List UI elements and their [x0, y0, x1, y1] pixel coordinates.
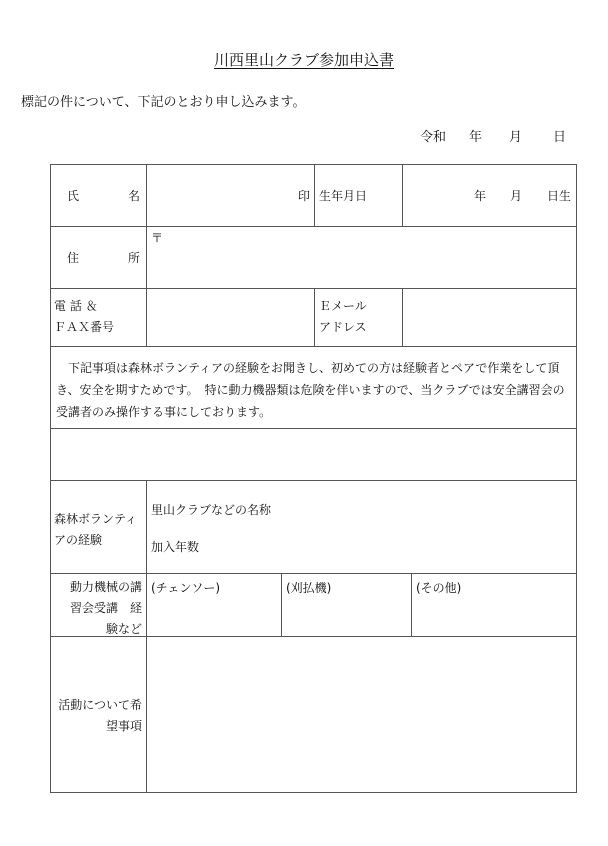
wishes-field[interactable]: [150, 642, 570, 786]
blank-row: [54, 434, 572, 474]
row-divider: [50, 346, 577, 347]
table-border-right: [576, 164, 577, 792]
power-label-line2: 習会受講 経: [69, 601, 142, 615]
col-divider: [402, 288, 403, 346]
seal-mark: 印: [298, 189, 311, 203]
col-divider: [411, 573, 412, 636]
wish-label-line2: 望事項: [105, 719, 142, 733]
email-label-line1: Ｅメール: [319, 299, 367, 313]
join-years-field[interactable]: [220, 537, 570, 557]
other-label: (その他): [416, 581, 462, 595]
brushcutter-label: (刈払機): [286, 581, 332, 595]
birthdate-field[interactable]: [406, 186, 466, 206]
birth-label: 生年月日: [319, 189, 368, 203]
chainsaw-label: (チェンソー): [151, 581, 221, 595]
name-field[interactable]: [150, 186, 310, 206]
date-year: 年: [469, 130, 483, 145]
page-title: 川西里山クラブ参加申込書: [213, 51, 394, 69]
birth-month: 月: [510, 189, 523, 203]
row-divider: [50, 226, 577, 227]
wish-label-line1: 活動について希: [58, 698, 142, 712]
col-divider: [314, 288, 315, 346]
row-divider: [50, 480, 577, 481]
row-divider: [50, 573, 577, 574]
intro-text: 標記の件について、下記のとおり申し込みます。: [21, 95, 306, 110]
col-divider: [146, 480, 147, 792]
date-month: 月: [509, 130, 523, 145]
phone-label-line1: 電 話 ＆: [54, 299, 98, 313]
date-day: 日: [553, 130, 567, 145]
table-border-bottom: [50, 792, 577, 793]
table-border-left: [50, 164, 51, 792]
col-divider: [314, 164, 315, 226]
club-name-label: 里山クラブなどの名称: [151, 503, 272, 517]
power-label-line3: 験など: [105, 622, 142, 636]
phone-label-line2: ＦＡＸ番号: [54, 320, 115, 334]
birth-year: 年: [474, 189, 487, 203]
address-label-left: 住: [67, 251, 80, 265]
row-divider: [50, 428, 577, 429]
power-label-line1: 動力機械の講: [69, 580, 142, 594]
birth-day: 日生: [547, 189, 572, 203]
col-divider: [146, 164, 147, 346]
postal-mark: 〒: [151, 231, 164, 245]
forest-label-line1: 森林ボランティ: [54, 512, 138, 526]
name-label-left: 氏: [67, 189, 80, 203]
club-name-field[interactable]: [280, 500, 570, 520]
address-label-right: 所: [128, 251, 141, 265]
col-divider: [402, 164, 403, 226]
forest-label-line2: アの経験: [54, 533, 103, 547]
join-years-label: 加入年数: [151, 540, 200, 554]
name-label-right: 名: [128, 189, 141, 203]
email-field[interactable]: [406, 296, 571, 336]
email-label-line2: アドレス: [319, 320, 367, 334]
col-divider: [281, 573, 282, 636]
phone-field[interactable]: [150, 296, 310, 336]
address-field[interactable]: [150, 250, 570, 280]
date-era: 令和: [420, 130, 447, 145]
notice-text: 下記事項は森林ボランティアの経験をお聞きし、初めての方は経験者とペアで作業をして頂き、安全を期すためです。 特に動力機器類は危険を伴いますので、当クラブでは安全講習会の受講者のみ操作する事にしております。: [56, 361, 565, 419]
